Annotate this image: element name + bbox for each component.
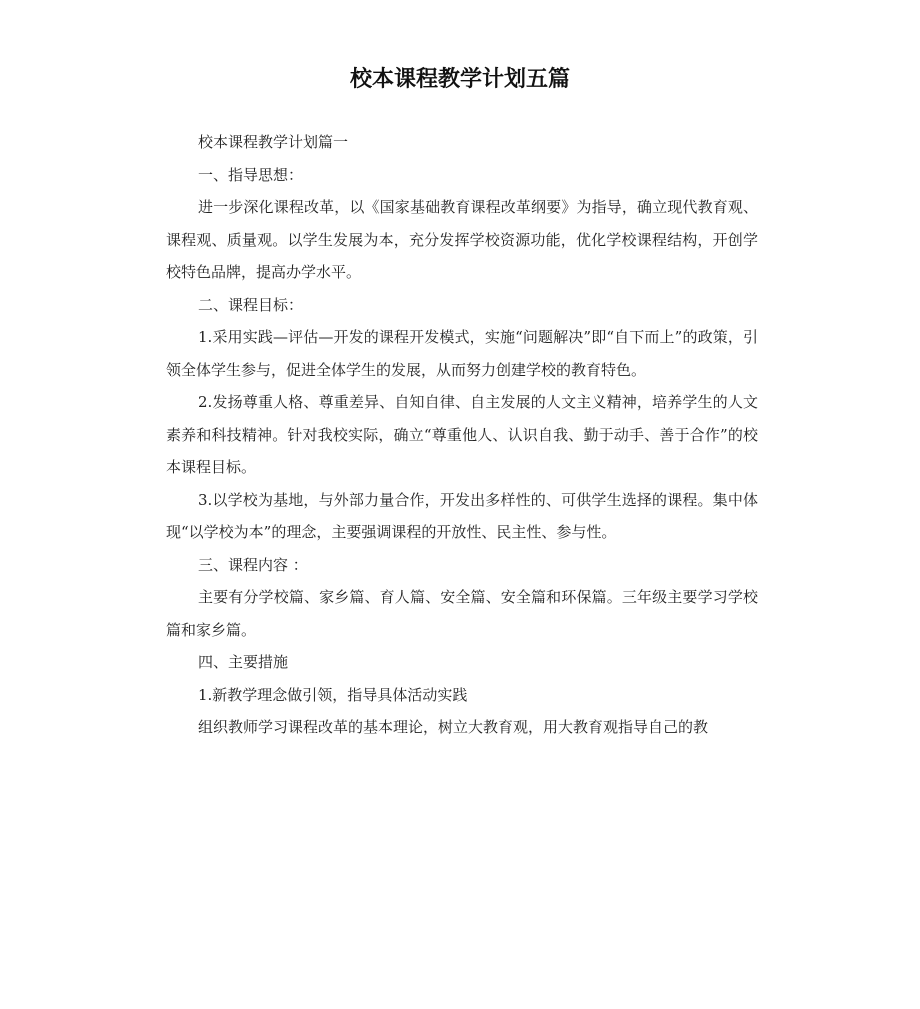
heading-course-goals: 二、课程目标：	[198, 295, 304, 314]
heading-course-content: 三、课程内容 ：	[198, 555, 308, 574]
document-title: 校本课程教学计划五篇	[349, 67, 570, 92]
paragraph-measure-1: 1.新教学理念做引领，指导具体活动实践	[198, 685, 468, 704]
paragraph-measure-1-detail: 组织教师学习课程改革的基本理论，树立大教育观，用大教育观指导自己的教	[198, 718, 709, 736]
paragraph-guiding-thought: 进一步深化课程改革，以《国家基础教育课程改革纲要》为指导，确立现代教育观、课程观、质量观。以学生发展为本，充分发挥学校资源功能，优化学校课程结构，开创学校特色品牌，提高办学水平。	[166, 198, 758, 281]
document-body	[166, 126, 758, 744]
paragraph-goal-3: 3.以学校为基地，与外部力量合作，开发出多样性的、可供学生选择的课程。集中体现“以学校为本”的理念，主要强调课程的开放性、民主性、参与性。	[166, 490, 758, 541]
paragraph-course-content: 主要有分学校篇、家乡篇、育人篇、安全篇、安全篇和环保篇。三年级主要学习学校篇和家乡篇。	[166, 588, 758, 639]
heading-main-measures: 四、主要措施	[198, 653, 289, 671]
heading-guiding-thought: 一、指导思想：	[198, 165, 304, 184]
paragraph-goal-1: 1.采用实践—评估—开发的课程开发模式，实施“问题解决”即“自下而上”的政策，引领全体学生参与，促进全体学生的发展，从而努力创建学校的教育特色。	[166, 328, 758, 379]
section-heading-plan-one: 校本课程教学计划篇一	[198, 133, 349, 151]
paragraph-goal-2: 2.发扬尊重人格、尊重差异、自知自律、自主发展的人文主义精神，培养学生的人文素养和科技精神。针对我校实际，确立“尊重他人、认识自我、勤于动手、善于合作”的校本课程目标。	[166, 393, 758, 476]
